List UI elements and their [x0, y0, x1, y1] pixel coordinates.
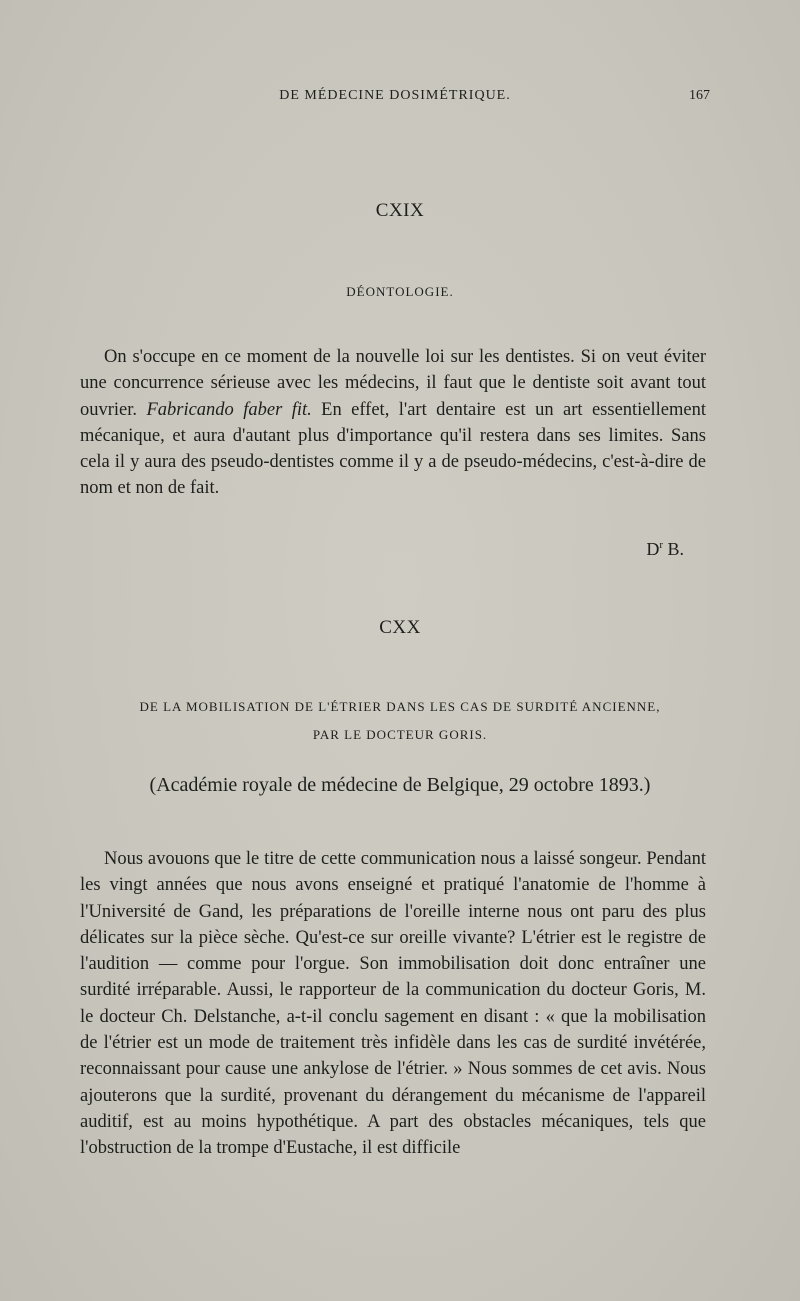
section-heading-deontologie: DÉONTOLOGIE.: [346, 284, 454, 299]
paragraph-deontologie-part2: En effet, l'art dentaire est un art essentiellement mécanique, et aura d'autant plus d'importance qu'il restera dans ses limites. Sans cela il y aura des pseudo-dentistes comme il y a de pseudo-médecins, c'est-à-dire de nom et non de fait.: [80, 399, 707, 499]
running-header: [80, 88, 710, 108]
paragraph-deontologie: [80, 344, 706, 502]
section-number-cxx: CXX: [379, 617, 421, 638]
section-number-cxix: CXIX: [375, 200, 425, 221]
latin-quote: Fabricando faber fit.: [146, 399, 312, 420]
section-heading-line1: DE LA MOBILISATION DE L'ÉTRIER DANS LES CAS DE SURDITÉ ANCIENNE,: [139, 699, 661, 714]
signature-sup: r: [659, 539, 663, 551]
paragraph-deontologie-part1: On s'occupe en ce moment de la nouvelle loi sur les dentistes. Si on veut éviter une concurrence sérieuse avec les médecins, il faut que le dentiste soit avant tout ouvrier.: [80, 347, 706, 420]
running-title: DE MÉDECINE DOSIMÉTRIQUE.: [279, 88, 511, 103]
signature-prefix: D: [646, 539, 660, 559]
academy-reference: (Académie royale de médecine de Belgique, 29 octobre 1893.): [149, 774, 651, 796]
signature: [560, 539, 684, 560]
section-heading-line2: PAR LE DOCTEUR GORIS.: [312, 727, 488, 742]
paragraph-mobilisation: [80, 846, 706, 1162]
signature-suffix: B.: [662, 539, 684, 559]
paragraph-mobilisation-text: Nous avouons que le titre de cette communication nous a laissé songeur. Pendant les vingt années que nous avons enseigné et pratiqué l'anatomie de l'homme à l'Université de Gand, les préparations de l'oreille interne nous ont paru des plus délicates sur la pièce sèche. Qu'est-ce sur oreille vivante? L'étrier est le registre de l'audition — comme pour l'orgue. Son immobilisation doit donc entraîner une surdité irréparable. Aussi, le rapporteur de la communication du docteur Goris, M. le docteur Ch. Delstanche, a-t-il conclu sagement en disant : « que la mobilisation de l'étrier est un mode de traitement très infidèle dans les cas de surdité invétérée, reconnaissant pour cause une ankylose de l'étrier. » Nous sommes de cet avis. Nous ajouterons que la surdité, provenant du dérangement du mécanisme de l'appareil auditif, est au moins hypothétique. A part des obstacles mécaniques, tels que l'obstruction de la trompe d'Eustache, il est difficile: [80, 849, 706, 1159]
page-number: 167: [689, 88, 710, 103]
